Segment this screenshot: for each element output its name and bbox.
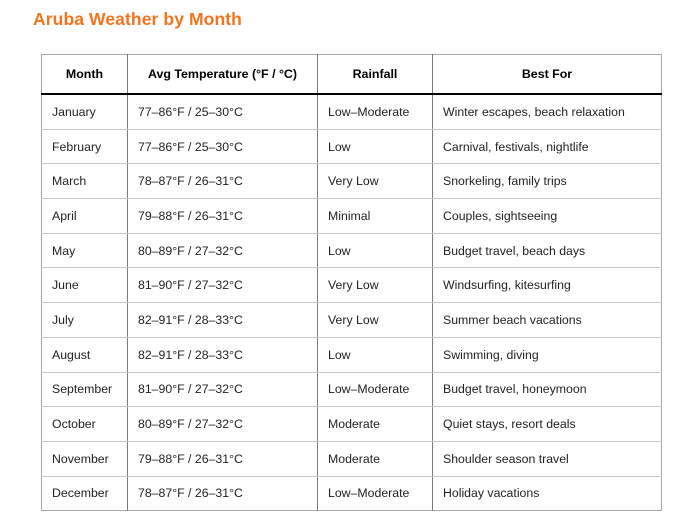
table-row: [42, 441, 662, 476]
cell-temperature: 78–87°F / 26–31°C: [128, 164, 318, 199]
cell-best-for: Budget travel, honeymoon: [433, 372, 662, 407]
weather-table: [41, 54, 662, 511]
cell-month: February: [42, 129, 128, 164]
cell-rainfall: Very Low: [318, 164, 433, 199]
cell-best-for: Quiet stays, resort deals: [433, 407, 662, 442]
cell-best-for: Holiday vacations: [443, 486, 540, 501]
cell-rainfall: Low–Moderate: [318, 372, 433, 407]
page-title: Aruba Weather by Month: [33, 9, 242, 29]
cell-month: April: [42, 199, 128, 234]
cell-temperature: 79–88°F / 26–31°C: [128, 199, 318, 234]
cell-month: October: [42, 407, 128, 442]
cell-month: May: [42, 233, 128, 268]
cell-temperature: 80–89°F / 27–32°C: [128, 233, 318, 268]
table-body: [42, 94, 662, 511]
table-row: [42, 337, 662, 372]
cell-best-for: Swimming, diving: [433, 337, 662, 372]
cell-temperature: 80–89°F / 27–32°C: [128, 407, 318, 442]
cell-rainfall: Low–Moderate: [318, 476, 433, 511]
table-header-row: [42, 55, 662, 95]
cell-temperature: 82–91°F / 28–33°C: [128, 303, 318, 338]
cell-temperature: 81–90°F / 27–32°C: [128, 372, 318, 407]
cell-best-for: Summer beach vacations: [433, 303, 662, 338]
cell-temperature: 78–87°F / 26–31°C: [128, 476, 318, 511]
cell-month: August: [42, 337, 128, 372]
cell-month: September: [42, 372, 128, 407]
table-row: [42, 164, 662, 199]
cell-best-for: Shoulder season travel: [433, 441, 662, 476]
column-header-temperature: Avg Temperature (°F / °C): [128, 55, 318, 95]
cell-temperature: 77–86°F / 25–30°C: [128, 129, 318, 164]
cell-temperature: 79–88°F / 26–31°C: [128, 441, 318, 476]
column-header-rainfall: Rainfall: [318, 55, 433, 95]
table-row: [42, 268, 662, 303]
cell-best-for: Carnival, festivals, nightlife: [433, 129, 662, 164]
cell-temperature: 82–91°F / 28–33°C: [128, 337, 318, 372]
cell-rainfall: Low: [318, 337, 433, 372]
table-header: [42, 55, 662, 95]
cell-month: June: [42, 268, 128, 303]
cell-best-for: Snorkeling, family trips: [433, 164, 662, 199]
weather-table-container: [41, 54, 662, 511]
table-row: [42, 129, 662, 164]
column-header-best-for: Best For: [433, 55, 662, 95]
cell-rainfall: Moderate: [318, 407, 433, 442]
cell-rainfall: Moderate: [318, 441, 433, 476]
cell-month: July: [42, 303, 128, 338]
cell-temperature: 77–86°F / 25–30°C: [128, 94, 318, 129]
table-row: [42, 303, 662, 338]
cell-best-for: Windsurfing, kitesurfing: [433, 268, 662, 303]
cell-rainfall: Minimal: [318, 199, 433, 234]
table-row: [42, 476, 662, 511]
cell-month: November: [42, 441, 128, 476]
cell-best-for: Winter escapes, beach relaxation: [433, 94, 662, 129]
cell-month: January: [42, 94, 128, 129]
table-row: [42, 199, 662, 234]
table-row: [42, 407, 662, 442]
cell-rainfall: Very Low: [318, 303, 433, 338]
cell-rainfall: Low: [318, 233, 433, 268]
column-header-month: Month: [42, 55, 128, 95]
table-row: [42, 94, 662, 129]
cell-best-for: Budget travel, beach days: [433, 233, 662, 268]
table-row: [42, 233, 662, 268]
cell-month: March: [42, 164, 128, 199]
cell-rainfall: Low: [318, 129, 433, 164]
table-row: [42, 372, 662, 407]
cell-rainfall: Very Low: [318, 268, 433, 303]
cell-rainfall: Low–Moderate: [318, 94, 433, 129]
cell-month: December: [42, 476, 128, 511]
cell-best-for: Couples, sightseeing: [433, 199, 662, 234]
cell-temperature: 81–90°F / 27–32°C: [128, 268, 318, 303]
